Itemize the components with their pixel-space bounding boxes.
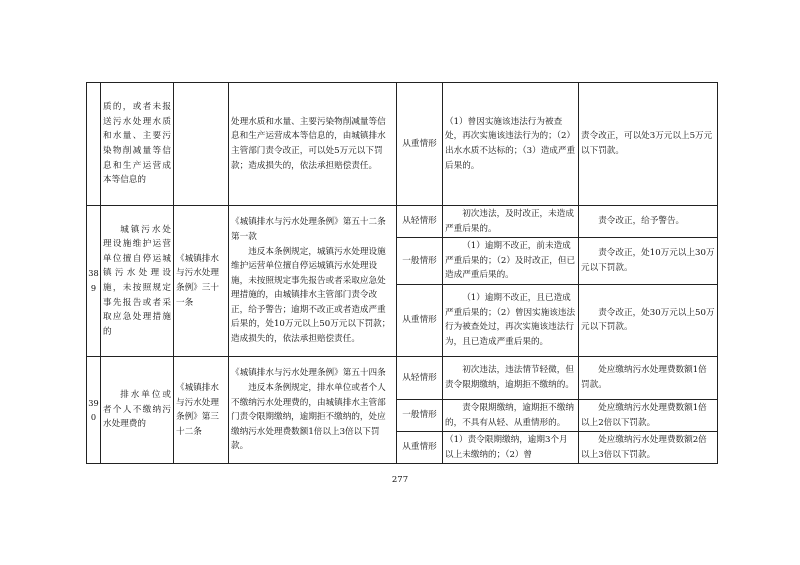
violation-name-text: 排水单位或者个人不缴纳污水处理费的 (103, 390, 171, 430)
applicable-situation-text: （1）逾期不改正，且已造成严重后果的；（2）曾因实施该违法行为被查处过，再次实施该违法行为，且已造成严重后果的。 (445, 293, 576, 348)
applicable-situation-text: （1）逾期不改正，前未造成严重后果的；（2）及时改正，但已造成严重后果的。 (445, 241, 576, 281)
applicable-situation (443, 238, 579, 285)
discretion-level: 从轻情形 (397, 206, 443, 238)
penalty-standard-text: 处应缴纳污水处理费数额1倍以上2倍以下罚款。 (581, 402, 707, 428)
table-row (87, 206, 718, 238)
applicable-situation-text: 责令限期缴纳，逾期拒不缴纳的，不具有从轻、从重情形的。 (445, 402, 574, 428)
penalty-basis-text: 处理水质和水量、主要污染物削减量等信息和生产运营成本等信息的，由城镇排水主管部门责令改正，可以处5万元以下罚款；造成损失的，依法承担赔偿责任。 (229, 83, 397, 206)
applicable-situation-text: 初次违法，及时改正，未造成严重后果的。 (445, 209, 574, 234)
penalty-standard (579, 432, 718, 464)
legal-basis-article (174, 83, 229, 206)
item-number: 389 (87, 206, 101, 357)
penalty-basis-title: 《城镇排水与污水处理条例》第五十二条第一款 (231, 217, 386, 242)
penalty-standard (579, 238, 718, 285)
penalty-standard (579, 206, 718, 238)
discretion-level: 一般情形 (397, 238, 443, 285)
penalty-standard-text: 责令改正，给予警告。 (598, 216, 685, 227)
penalty-standard (579, 399, 718, 431)
applicable-situation: （1）曾因实施该违法行为被查处，再次实施该违法行为的；（2）出水水质不达标的；（3）造成严重后果的。 (443, 83, 579, 206)
applicable-situation (443, 399, 579, 431)
penalty-standard (579, 356, 718, 399)
penalty-standard-text: 责令改正，处10万元以上30万元以下罚款。 (581, 248, 715, 274)
applicable-situation-text: （1）责令限期缴纳，逾期3个月以上未缴纳的；（2）曾 (445, 435, 568, 460)
discretion-level: 从重情形 (397, 432, 443, 464)
violation-name: 质的，或者未报送污水处理水质和水量、主要污染物削减量等信息和生产运营成本等信息的 (101, 83, 174, 206)
penalty-standard: 责令改正，可以处3万元以上5万元以下罚款。 (579, 83, 718, 206)
penalty-standard-text: 处应缴纳污水处理费数额1倍罚款。 (581, 365, 707, 390)
discretion-level: 从重情形 (397, 284, 443, 356)
applicable-situation (443, 432, 579, 464)
table-row (87, 356, 718, 399)
violation-name (101, 356, 174, 463)
applicable-situation (443, 356, 579, 399)
discretion-level: 一般情形 (397, 399, 443, 431)
violation-name (101, 206, 174, 357)
applicable-situation-text: 初次违法，违法情节轻微，但责令限期缴纳，逾期拒不缴纳的。 (445, 365, 574, 390)
item-number (87, 83, 101, 206)
item-number: 390 (87, 356, 101, 463)
penalty-basis-text: 违反本条例规定，排水单位或者个人不缴纳污水处理费的，由城镇排水主管部门责令限期缴纳，逾期拒不缴纳的，处应缴纳污水处理费数额1倍以上3倍以下罚款。 (231, 382, 386, 452)
applicable-situation (443, 206, 579, 238)
legal-basis-article: 《城镇排水与污水处理条例》三十一条 (174, 206, 229, 357)
penalty-basis (229, 206, 397, 357)
applicable-situation (443, 284, 579, 356)
page-number: 277 (391, 475, 409, 485)
penalty-basis-title: 《城镇排水与污水处理条例》第五十四条 (231, 368, 386, 379)
discretion-level: 从轻情形 (397, 356, 443, 399)
penalty-standard (579, 284, 718, 356)
violation-name-text: 城镇污水处理设施维护运营单位擅自停运城镇污水处理设施，未按照规定事先报告或者采取应急处理措施的 (103, 224, 171, 337)
table-row (87, 83, 718, 206)
discretion-level: 从重情形 (397, 83, 443, 206)
penalty-table (86, 82, 718, 464)
penalty-basis (229, 356, 397, 463)
legal-basis-article: 《城镇排水与污水处理条例》第三十二条 (174, 356, 229, 463)
penalty-basis-text: 违反本条例规定，城镇污水处理设施维护运营单位擅自停运城镇污水处理设施，未按照规定事先报告或者采取应急处理措施的，由城镇排水主管部门责令改正，给予警告；逾期不改正或者造成严重后果的，处10万元以上50万元以下罚款；造成损失的，依法承担赔偿责任。 (231, 246, 391, 345)
penalty-standard-text: 处应缴纳污水处理费数额2倍以上3倍以下罚款。 (581, 435, 707, 460)
penalty-standard-text: 责令改正，处30万元以上50万元以下罚款。 (581, 307, 715, 333)
